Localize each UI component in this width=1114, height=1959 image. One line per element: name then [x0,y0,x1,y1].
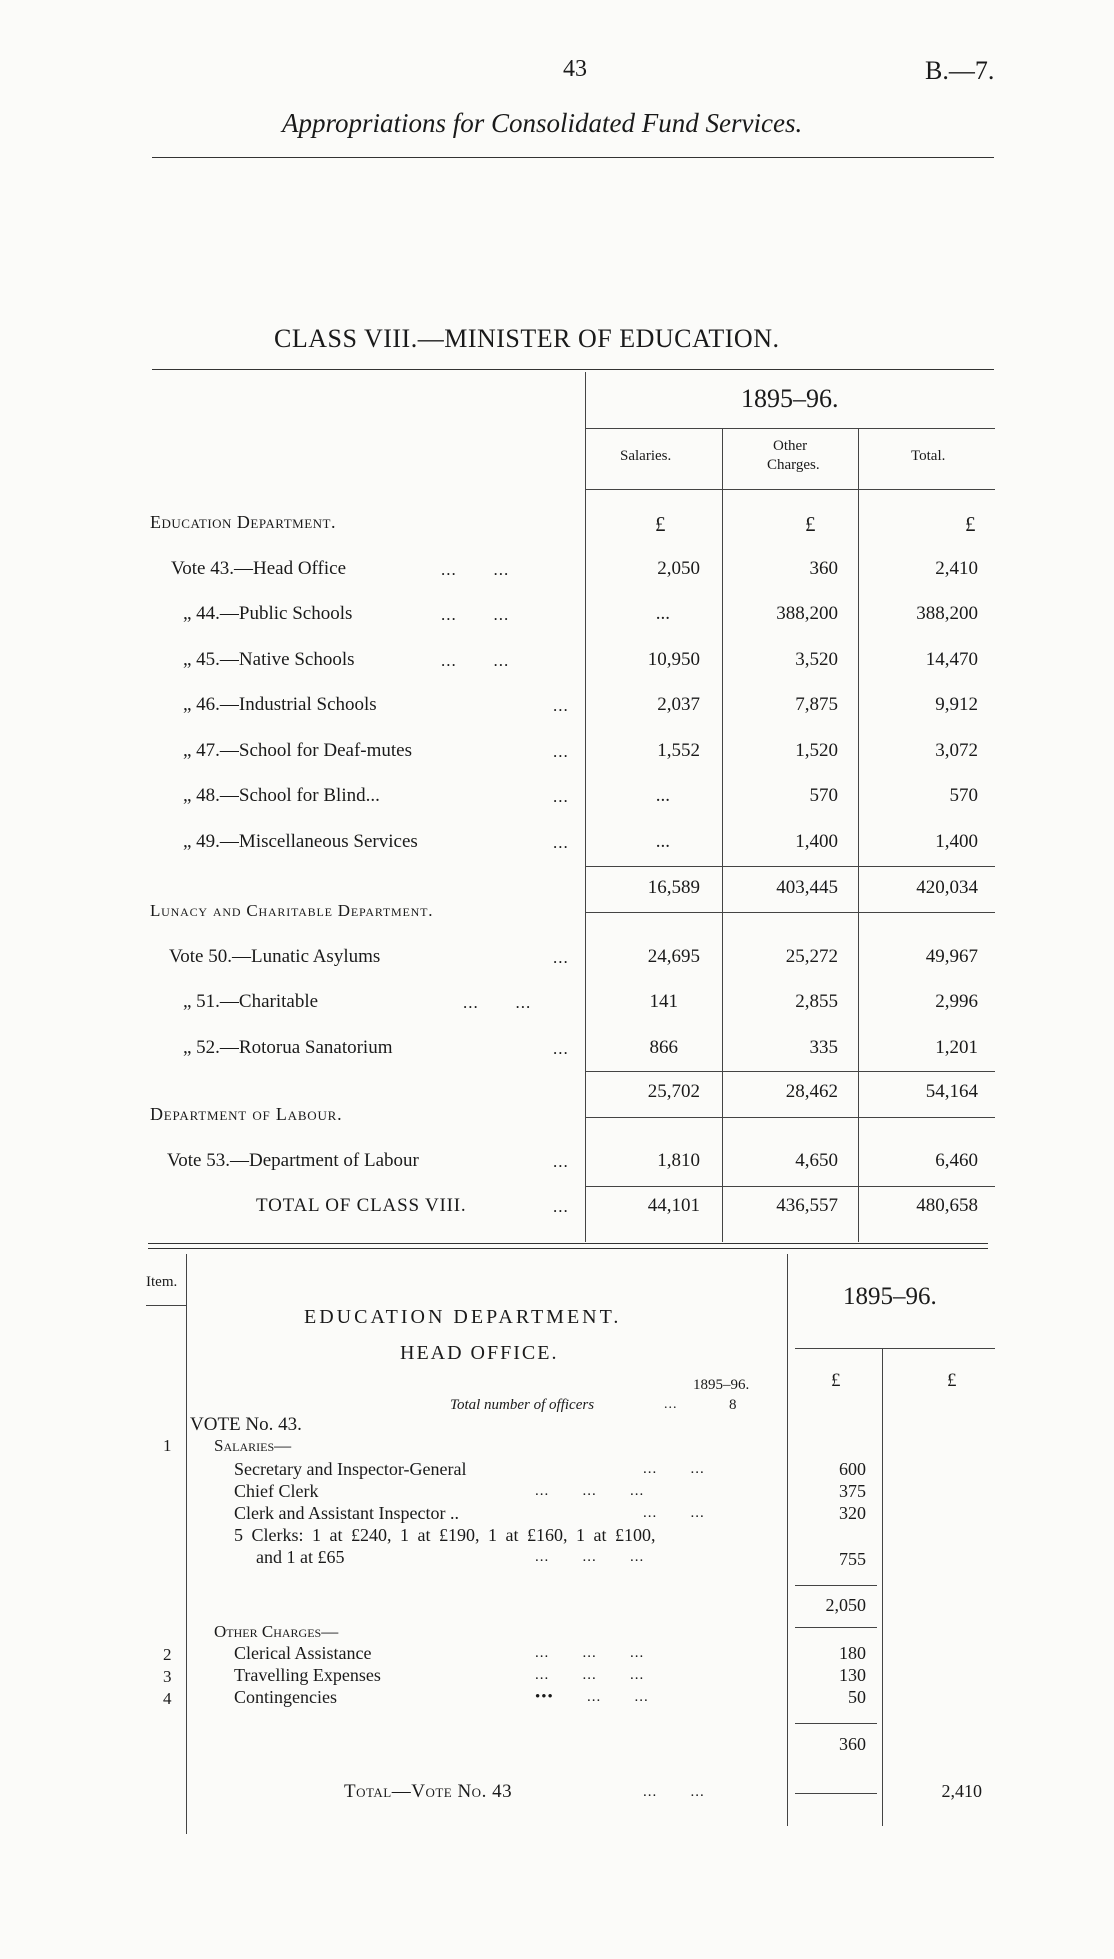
salaries-value: 1,810 [657,1150,700,1171]
salaries-value: 866 [649,1037,678,1058]
officers-year: 1895–96. [693,1377,750,1393]
currency-symbol: £ [655,512,666,536]
series-code: B.—7. [925,56,995,85]
other-value: 2,855 [795,991,838,1012]
salaries-value: 2,050 [657,558,700,579]
class-title: CLASS VIII.—MINISTER OF EDUCATION. [274,324,780,353]
leader-dots: ... ... [441,605,510,624]
salaries-value: 2,037 [657,694,700,715]
salaries-total: 2,050 [825,1595,866,1615]
vote-total-label: Total—Vote No. 43 [344,1781,513,1802]
vote-label: Vote 50.—Lunatic Asylums [169,946,381,967]
other-value: 570 [809,785,838,806]
section-heading: Department of Labour. [150,1104,343,1124]
leader-dots: ... [553,742,569,761]
section-heading: Lunacy and Charitable Department. [150,901,434,920]
subtotal-total: 420,034 [916,877,978,898]
page-number: 43 [563,56,587,82]
total-value: 388,200 [916,603,978,624]
vote-label: Vote 53.—Department of Labour [167,1150,419,1171]
subtotal-other: 28,462 [785,1081,838,1102]
total-value: 14,470 [925,649,978,670]
grand-total-other: 436,557 [776,1195,838,1216]
vote-label: „ 48.—School for Blind... [183,785,380,806]
leader-dots: ... [553,787,569,806]
vote-label: „ 47.—School for Deaf-mutes [183,740,412,761]
leader-dots: ... ... [441,651,510,670]
other-value: 4,650 [795,1150,838,1171]
other-charge-label: Travelling Expenses [234,1665,381,1685]
vote-total-amount: 2,410 [941,1781,982,1801]
col-total-header: Total. [911,448,946,464]
other-charges-heading: Other Charges— [214,1622,339,1641]
currency-symbol: £ [805,512,816,536]
section-heading: Education Department. [150,512,336,532]
item-column-header: Item. [146,1274,178,1290]
salaries-value: ... [655,831,670,852]
item-number: 1 [163,1436,172,1455]
leader-dots: ... [553,1039,569,1058]
other-value: 388,200 [776,603,838,624]
total-value: 2,410 [935,558,978,579]
grand-total-label: TOTAL OF CLASS VIII. [256,1195,467,1216]
salary-line-label: Secretary and Inspector-General [234,1459,467,1479]
leader-dots: ... [553,948,569,967]
total-value: 49,967 [925,946,978,967]
salary-line-amount: 600 [839,1459,866,1479]
salary-line-label: Chief Clerk [234,1481,319,1501]
total-value: 9,912 [935,694,978,715]
col-salaries-header: Salaries. [620,448,672,464]
col-other-header: Other [773,438,808,454]
vote-label: Vote 43.—Head Office [171,558,346,579]
leader-dots: ... ... [643,1505,705,1521]
salary-line-label: Clerk and Assistant Inspector .. [234,1503,459,1523]
other-value: 360 [809,558,838,579]
other-value: 7,875 [795,694,838,715]
detail-year: 1895–96. [843,1283,937,1310]
other-charges-total: 360 [839,1734,866,1754]
vote-label: „ 46.—Industrial Schools [183,694,377,715]
salary-line-amount: 320 [839,1503,866,1523]
detail-dept-title: EDUCATION DEPARTMENT. [304,1306,622,1328]
salaries-heading: Salaries— [214,1436,292,1455]
col-other-header-2: Charges. [767,457,820,473]
salary-line-label: 5 Clerks: 1 at £240, 1 at £190, 1 at £160, 1 at £100, [234,1525,656,1545]
vote-label: „ 44.—Public Schools [183,603,353,624]
leader-dots: ... [553,1197,569,1216]
salaries-value: 24,695 [647,946,700,967]
salary-line-amount: 755 [839,1549,866,1569]
item-number: 2 [163,1645,172,1664]
total-value: 6,460 [935,1150,978,1171]
leader-dots: ... ... ... [535,1483,645,1499]
leader-dots: ... [664,1397,678,1412]
other-value: 25,272 [785,946,838,967]
leader-dots: ... ... ... [535,1667,645,1683]
leader-dots: ••• ... ... [535,1689,649,1705]
other-value: 1,520 [795,740,838,761]
grand-total-salaries: 44,101 [647,1195,700,1216]
officers-count: 8 [729,1397,737,1413]
subtotal-total: 54,164 [925,1081,978,1102]
other-charge-label: Contingencies [234,1687,337,1707]
vote-label: „ 49.—Miscellaneous Services [183,831,418,852]
total-value: 3,072 [935,740,978,761]
salaries-value: 1,552 [657,740,700,761]
item-number: 4 [163,1689,172,1708]
total-value: 1,201 [935,1037,978,1058]
grand-total-total: 480,658 [916,1195,978,1216]
total-value: 570 [949,785,978,806]
currency-symbol: £ [831,1370,841,1391]
other-charge-amount: 180 [839,1643,866,1663]
other-value: 3,520 [795,649,838,670]
other-charge-amount: 50 [848,1687,866,1707]
other-charge-label: Clerical Assistance [234,1643,372,1663]
leader-dots: ... [553,696,569,715]
vote-heading: VOTE No. 43. [190,1414,302,1435]
salary-line-label-cont: and 1 at £65 [256,1547,345,1567]
salaries-value: 10,950 [647,649,700,670]
salaries-value: ... [655,603,670,624]
detail-office-title: HEAD OFFICE. [400,1342,559,1364]
other-value: 335 [809,1037,838,1058]
subtotal-other: 403,445 [776,877,838,898]
officers-label: Total number of officers [450,1397,595,1413]
summary-year: 1895–96. [741,384,839,413]
currency-symbol: £ [965,512,976,536]
other-value: 1,400 [795,831,838,852]
leader-dots: ... [553,1152,569,1171]
vote-label: „ 45.—Native Schools [183,649,355,670]
salary-line-amount: 375 [839,1481,866,1501]
total-value: 1,400 [935,831,978,852]
leader-dots: ... ... [441,560,510,579]
vote-label: „ 52.—Rotorua Sanatorium [183,1037,393,1058]
salaries-value: ... [655,785,670,806]
total-value: 2,996 [935,991,978,1012]
leader-dots: ... ... [463,993,532,1012]
leader-dots: ... ... ... [535,1549,645,1565]
running-title: Appropriations for Consolidated Fund Services. [282,108,803,138]
subtotal-salaries: 16,589 [647,877,700,898]
vote-label: „ 51.—Charitable [183,991,319,1012]
item-number: 3 [163,1667,172,1686]
leader-dots: ... [553,833,569,852]
leader-dots: ... ... [643,1784,705,1800]
subtotal-salaries: 25,702 [647,1081,700,1102]
currency-symbol: £ [947,1370,957,1391]
leader-dots: ... ... ... [535,1645,645,1661]
other-charge-amount: 130 [839,1665,866,1685]
salaries-value: 141 [649,991,678,1012]
leader-dots: ... ... [643,1461,705,1477]
